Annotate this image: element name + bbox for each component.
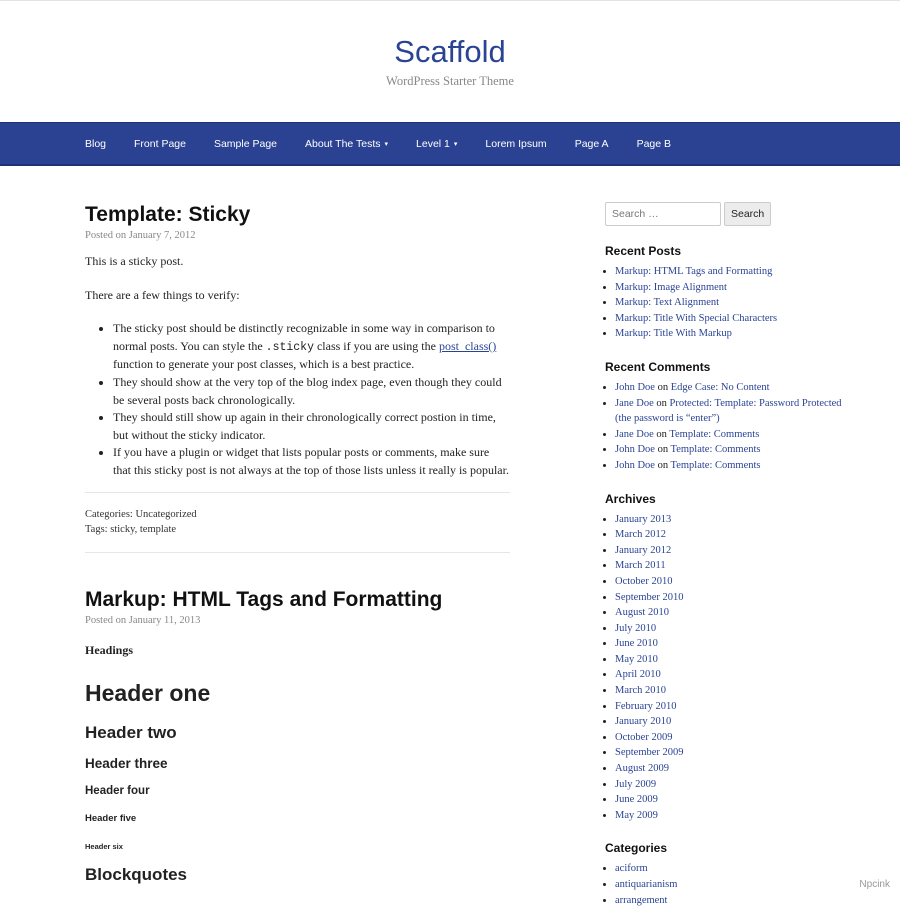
recent-comments-list [605, 380, 845, 474]
nav-item-about-the-tests[interactable] [305, 138, 388, 150]
header-four: Header four [85, 784, 150, 797]
category-item [615, 877, 845, 893]
category-item [615, 893, 845, 908]
recent-post-item-link[interactable]: Markup: Title With Special Characters [615, 312, 778, 324]
header-two: Header two [85, 722, 177, 742]
archive-item-link[interactable]: July 2010 [615, 622, 657, 634]
comment-author-link[interactable]: John Doe [615, 381, 655, 393]
archive-item [615, 558, 845, 574]
recent-post-item [615, 264, 845, 280]
archive-item-link[interactable]: August 2010 [615, 607, 669, 619]
post-meta [85, 230, 510, 241]
list-text: function to generate your post classes, which is a best practice. [113, 357, 415, 372]
post-categories [85, 507, 510, 523]
archive-item [615, 527, 845, 543]
recent-post-item-link[interactable]: Markup: Text Alignment [615, 297, 720, 309]
list-item [113, 320, 510, 374]
archive-item-link[interactable]: May 2010 [615, 653, 658, 665]
nav-item-label: Sample Page [213, 138, 278, 150]
comment-author-link[interactable]: John Doe [615, 444, 655, 456]
archive-item [615, 605, 845, 621]
archive-item-link[interactable]: June 2009 [615, 794, 658, 806]
search-input[interactable] [605, 202, 721, 226]
recent-post-item [615, 295, 845, 311]
nav-item-label: Blog [85, 138, 107, 150]
archive-item-link[interactable]: September 2009 [615, 747, 684, 759]
archive-item-link[interactable]: January 2013 [615, 513, 672, 525]
category-item-link[interactable]: antiquarianism [615, 879, 678, 890]
archive-item [615, 621, 845, 637]
category-link[interactable]: Uncategorized [135, 508, 197, 520]
recent-post-item-link[interactable]: Markup: Image Alignment [615, 281, 727, 293]
archive-item-link[interactable]: March 2010 [615, 685, 667, 697]
post-content [85, 253, 510, 480]
nav-item-page-a[interactable] [575, 138, 609, 150]
nav-item-lorem-ipsum[interactable] [485, 138, 546, 150]
recent-post-item-link[interactable]: Markup: Title With Markup [615, 328, 732, 340]
comment-post-link[interactable]: Edge Case: No Content [670, 381, 770, 393]
archive-item-link[interactable]: March 2011 [615, 560, 666, 572]
categories-label: Categories: [85, 508, 136, 520]
post-class-link[interactable]: post_class() [438, 338, 497, 353]
nav-item-level-1[interactable] [416, 138, 457, 150]
recent-comments-widget [605, 360, 845, 474]
post-meta [85, 615, 510, 626]
widget-title: Archives [605, 491, 656, 506]
post-date-link[interactable]: January 7, 2012 [128, 230, 196, 241]
list-item: • They should still show up again in their chronologically correct postion in time, but without the sticky indicator. [113, 409, 510, 444]
archive-item [615, 683, 845, 699]
posted-on-label: Posted on [85, 614, 129, 626]
archive-item [615, 761, 845, 777]
categories-widget [605, 841, 845, 908]
archives-widget [605, 492, 845, 824]
header-one: Header one [85, 679, 211, 706]
archive-item [615, 777, 845, 793]
archive-item-link[interactable]: January 2012 [615, 544, 672, 556]
tags-label: Tags: [85, 524, 111, 536]
comment-on-text: on [654, 459, 671, 471]
paragraph: There are a few things to verify: [85, 287, 240, 302]
blockquotes-heading: Blockquotes [85, 864, 188, 884]
archive-item [615, 652, 845, 668]
archive-item-link[interactable]: June 2010 [615, 638, 658, 650]
comment-post-link[interactable]: Template: Comments [670, 459, 761, 471]
recent-posts-list [605, 264, 845, 342]
nav-item-front-page[interactable] [134, 138, 186, 150]
post-date-link[interactable]: January 11, 2013 [128, 614, 201, 626]
archive-item [615, 543, 845, 559]
post-tags [85, 522, 510, 538]
archive-item [615, 590, 845, 606]
main-content [85, 202, 510, 885]
list-text: class if you are using the [313, 338, 439, 353]
nav-item-page-b[interactable] [637, 138, 671, 150]
site-title[interactable]: Scaffold [394, 34, 506, 69]
site-header [0, 1, 900, 122]
nav-item-sample-page[interactable] [214, 138, 277, 150]
recent-comment-item [615, 396, 845, 427]
nav-menu [0, 123, 900, 165]
comment-author-link[interactable]: John Doe [615, 459, 655, 471]
archive-item-link[interactable]: February 2010 [615, 700, 677, 712]
nav-item-label: About The Tests [305, 138, 381, 150]
header-six: Header six [85, 841, 123, 851]
comment-on-text: on [653, 428, 670, 440]
comment-on-text: on [654, 444, 671, 456]
comment-post-link[interactable]: Protected: Template: Password Protected (the password is “enter”) [615, 397, 842, 425]
category-item [615, 861, 845, 877]
comment-author-link[interactable]: Jane Doe [615, 428, 654, 440]
main-navigation [0, 122, 900, 166]
archive-item-link[interactable]: October 2010 [615, 575, 673, 587]
widget-title: Recent Comments [605, 359, 711, 374]
list-item: • If you have a plugin or widget that lists popular posts or comments, make sure that this sticky post is not always at the top of those lists unless it really is popular. [113, 444, 510, 479]
nav-item-blog[interactable] [85, 138, 106, 150]
nav-item-label: Page A [574, 138, 609, 150]
recent-comment-item [615, 458, 845, 474]
category-item-link[interactable]: arrangement [615, 894, 668, 906]
archive-item [615, 792, 845, 808]
archive-item [615, 574, 845, 590]
recent-comment-item [615, 427, 845, 443]
recent-comment-item [615, 380, 845, 396]
headings-label: Headings [85, 642, 134, 657]
archive-item-link[interactable]: January 2010 [615, 716, 672, 728]
archive-item [615, 512, 845, 528]
comment-on-text: on [654, 381, 671, 393]
widget-title: Categories [605, 841, 668, 856]
archive-item-link[interactable]: August 2009 [615, 763, 669, 775]
recent-comment-item [615, 442, 845, 458]
site-description: WordPress Starter Theme [386, 74, 514, 88]
archive-item-link[interactable]: October 2009 [615, 731, 673, 743]
archives-list [605, 512, 845, 824]
chevron-down-icon: ▾ [453, 141, 458, 148]
verify-list [85, 320, 510, 479]
chevron-down-icon: ▾ [384, 141, 389, 148]
header-three: Header three [85, 755, 168, 771]
posted-on-label: Posted on [85, 230, 129, 241]
post-footer [85, 492, 510, 553]
list-item: • They should show at the very top of the blog index page, even though they could be several posts back chronologically. [113, 374, 510, 409]
sidebar [605, 202, 845, 908]
archive-item [615, 714, 845, 730]
archive-item-link[interactable]: March 2012 [615, 529, 667, 541]
search-form [605, 202, 845, 226]
archive-item-link[interactable]: July 2009 [615, 778, 657, 790]
archive-item [615, 699, 845, 715]
nav-item-label: Level 1 [416, 138, 450, 150]
code-sticky: .sticky [265, 340, 314, 354]
list-text: The sticky post should be distinctly recognizable in some way in comparison to normal posts. You can style the [113, 321, 495, 353]
categories-list [605, 861, 845, 908]
archive-item [615, 745, 845, 761]
tag-links[interactable]: sticky, template [110, 524, 177, 536]
post-sticky [85, 202, 510, 553]
watermark: Npcink [859, 879, 890, 890]
search-button[interactable]: Search [724, 202, 771, 226]
archive-item-link[interactable]: April 2010 [615, 669, 661, 681]
archive-item [615, 730, 845, 746]
comment-post-link[interactable]: Template: Comments [669, 428, 760, 440]
archive-item-link[interactable]: September 2010 [615, 591, 684, 603]
recent-post-item-link[interactable]: Markup: HTML Tags and Formatting [615, 266, 773, 277]
paragraph: This is a sticky post. [85, 254, 184, 268]
post-title[interactable]: Markup: HTML Tags and Formatting [85, 587, 443, 611]
post-html-tags [85, 587, 510, 885]
header-five: Header five [85, 812, 137, 824]
archive-item [615, 808, 845, 824]
comment-on-text: on [653, 397, 670, 409]
nav-item-label: Front Page [134, 138, 186, 150]
recent-posts-widget [605, 244, 845, 342]
nav-item-label: Lorem Ipsum [485, 138, 547, 150]
comment-post-link[interactable]: Template: Comments [670, 444, 761, 456]
category-item-link[interactable]: aciform [615, 863, 648, 875]
archive-item [615, 636, 845, 652]
recent-post-item [615, 311, 845, 327]
comment-author-link[interactable]: Jane Doe [615, 397, 654, 409]
widget-title: Recent Posts [605, 244, 682, 258]
recent-post-item [615, 326, 845, 342]
archive-item [615, 667, 845, 683]
recent-post-item [615, 280, 845, 296]
nav-item-label: Page B [636, 138, 672, 150]
post-title[interactable]: Template: Sticky [85, 203, 251, 226]
archive-item-link[interactable]: May 2009 [615, 809, 658, 821]
